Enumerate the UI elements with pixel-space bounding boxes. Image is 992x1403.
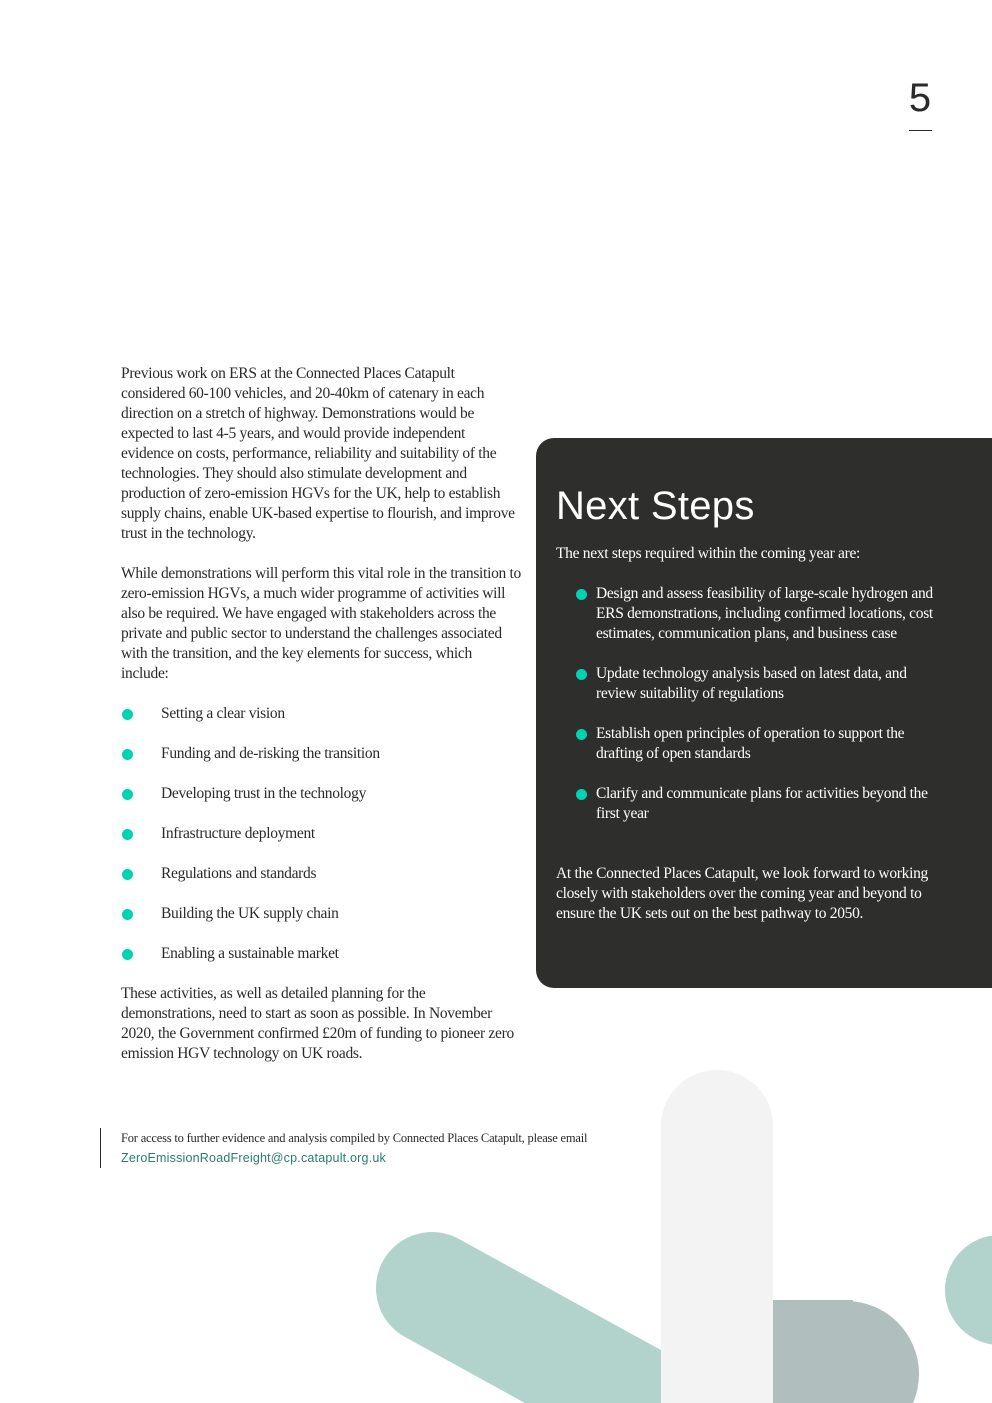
list-item — [121, 744, 521, 764]
footnote-text: For access to further evidence and analysis compiled by Connected Places Catapult, please email — [121, 1131, 588, 1145]
next-steps-panel — [536, 438, 992, 988]
list-item — [121, 824, 521, 844]
list-item-label: Developing trust in the technology — [161, 785, 367, 802]
list-item-label: Establish open principles of operation to support the drafting of open standards — [596, 725, 905, 762]
decor-grey-fill — [773, 1300, 853, 1403]
list-item-label: Design and assess feasibility of large-scale hydrogen and ERS demonstrations, including confirmed locations, cost estimates, communication plans, and business case — [596, 585, 933, 642]
list-item — [576, 784, 936, 824]
page-number: 5 — [908, 76, 932, 120]
list-item — [121, 944, 521, 964]
list-item-label: Setting a clear vision — [161, 705, 285, 722]
next-steps-list — [576, 584, 936, 844]
left-column — [121, 364, 521, 1084]
bullet-dot-icon — [576, 789, 587, 800]
bullet-dot-icon — [576, 589, 587, 600]
bullet-dot-icon — [122, 949, 133, 960]
page-number-rule — [909, 130, 932, 131]
list-item-label: Update technology analysis based on latest data, and review suitability of regulations — [596, 665, 907, 702]
next-steps-title: Next Steps — [556, 484, 755, 528]
list-item — [121, 704, 521, 724]
footnote — [100, 1128, 621, 1168]
list-item-label: Building the UK supply chain — [161, 905, 339, 922]
decor-teal-bar — [432, 1288, 690, 1403]
list-item — [576, 584, 936, 644]
paragraph-demonstrations: While demonstrations will perform this vital role in the transition to zero-emission HGVs, a much wider programme of activities will also be required. We have engaged with stakeholders across the private and public sector to understand the challenges associated with the transition, and the key elements for success, which include: — [121, 565, 522, 682]
decor-teal-circle — [945, 1235, 992, 1345]
list-item — [121, 784, 521, 804]
bullet-dot-icon — [122, 869, 133, 880]
paragraph-previous-work: Previous work on ERS at the Connected Places Catapult considered 60-100 vehicles, and 20-40km of catenary in each direction on a stretch of highway. Demonstrations would be expected to last 4-5 years, and would provide independent evidence on costs, performance, reliability and suitability of the technologies. They should also stimulate development and production of zero-emission HGVs for the UK, help to establish supply chains, enable UK-based expertise to flourish, and improve trust in the technology. — [121, 365, 515, 542]
list-item-label: Enabling a sustainable market — [161, 945, 339, 962]
list-item-label: Infrastructure deployment — [161, 825, 315, 842]
list-item-label: Clarify and communicate plans for activities beyond the first year — [596, 785, 928, 822]
next-steps-outro: At the Connected Places Catapult, we look forward to working closely with stakeholders over the coming year and beyond to ensure the UK sets out on the best pathway to 2050. — [556, 865, 928, 922]
list-item — [121, 864, 521, 884]
key-elements-list — [121, 704, 521, 964]
contact-email-link[interactable]: ZeroEmissionRoadFreight@cp.catapult.org.uk — [121, 1151, 386, 1165]
list-item — [121, 904, 521, 924]
list-item — [576, 664, 936, 704]
bullet-dot-icon — [576, 669, 587, 680]
bullet-dot-icon — [122, 709, 133, 720]
list-item-label: Regulations and standards — [161, 865, 317, 882]
paragraph-activities: These activities, as well as detailed planning for the demonstrations, need to start as soon as possible. In November 2020, the Government confirmed £20m of funding to pioneer zero emission HGV technology on UK roads. — [121, 985, 514, 1062]
bullet-dot-icon — [576, 729, 587, 740]
bullet-dot-icon — [122, 749, 133, 760]
next-steps-intro: The next steps required within the coming year are: — [556, 545, 861, 562]
bullet-dot-icon — [122, 829, 133, 840]
list-item — [576, 724, 936, 764]
list-item-label: Funding and de-risking the transition — [161, 745, 380, 762]
bullet-dot-icon — [122, 789, 133, 800]
bullet-dot-icon — [122, 909, 133, 920]
